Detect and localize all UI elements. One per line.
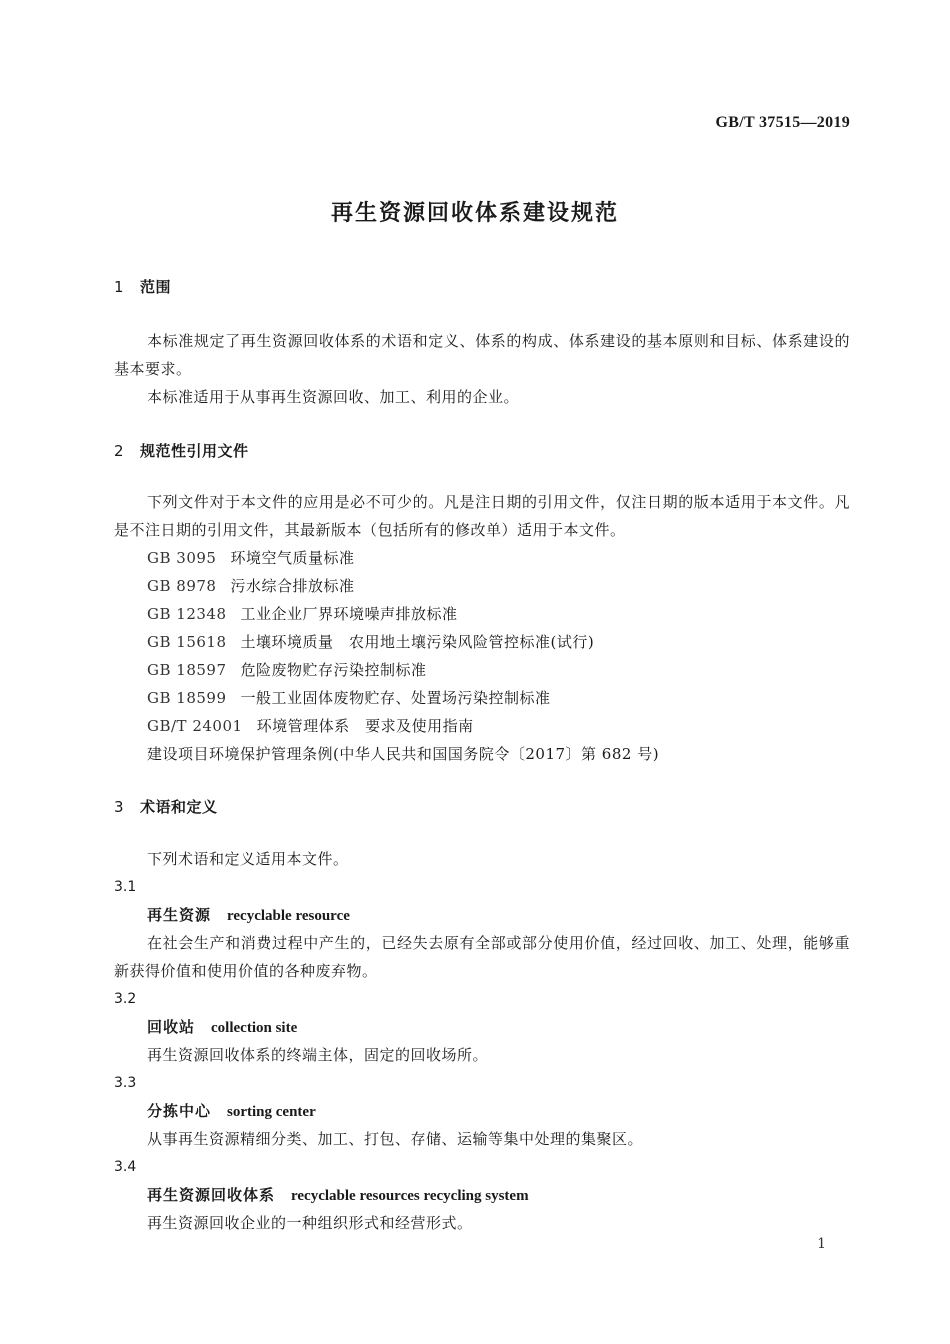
term-number: 3.1 — [114, 879, 137, 895]
reference-item — [147, 628, 594, 656]
reference-code: GB 8978 — [147, 577, 217, 595]
reference-code: GB 3095 — [147, 549, 217, 567]
section-2-heading — [114, 440, 249, 461]
section-title: 范围 — [140, 278, 172, 296]
section-1-heading — [114, 276, 171, 297]
reference-title: 环境空气质量标准 — [230, 549, 355, 567]
term-heading — [147, 1097, 316, 1126]
reference-item-regulation: 建设项目环境保护管理条例(中华人民共和国国务院令〔2017〕第 682 号) — [147, 745, 660, 763]
term-heading — [147, 901, 350, 930]
reference-title: 危险废物贮存污染控制标准 — [240, 661, 427, 679]
reference-title: 一般工业固体废物贮存、处置场污染控制标准 — [240, 689, 551, 707]
reference-title: 工业企业厂界环境噪声排放标准 — [240, 605, 458, 623]
reference-item — [147, 712, 474, 740]
reference-item — [147, 656, 427, 684]
section-title: 术语和定义 — [140, 798, 218, 816]
document-title: 再生资源回收体系建设规范 — [330, 201, 619, 226]
term-english: sorting center — [227, 1104, 316, 1120]
term-english: collection site — [211, 1020, 298, 1036]
reference-code: GB/T 24001 — [147, 717, 243, 735]
reference-code: GB 12348 — [147, 605, 227, 623]
reference-title: 土壤环境质量 农用地土壤污染风险管控标准(试行) — [240, 633, 595, 651]
section-number: 1 — [114, 278, 125, 296]
reference-item — [147, 572, 354, 600]
term-definition: 从事再生资源精细分类、加工、打包、存储、运输等集中处理的集聚区。 — [147, 1130, 644, 1148]
section-number: 3 — [114, 798, 125, 816]
term-english: recyclable resources recycling system — [291, 1188, 529, 1204]
term-heading — [147, 1181, 529, 1210]
page-number: 1 — [817, 1236, 826, 1252]
term-definition: 再生资源回收企业的一种组织形式和经营形式。 — [147, 1214, 473, 1232]
term-definition: 在社会生产和消费过程中产生的，已经失去原有全部或部分使用价值，经过回收、加工、处理，能够重新获得价值和使用价值的各种废弃物。 — [114, 934, 850, 980]
term-chinese: 再生资源 — [147, 906, 212, 924]
section-title: 规范性引用文件 — [140, 442, 249, 460]
term-number: 3.4 — [114, 1159, 137, 1175]
reference-code: GB 18597 — [147, 661, 227, 679]
reference-item — [147, 600, 458, 628]
section-number: 2 — [114, 442, 125, 460]
term-definition: 再生资源回收体系的终端主体，固定的回收场所。 — [147, 1046, 489, 1064]
term-heading — [147, 1013, 297, 1042]
section-1-paragraph-2: 本标准适用于从事再生资源回收、加工、利用的企业。 — [147, 388, 520, 406]
reference-code: GB 15618 — [147, 633, 227, 651]
term-chinese: 分拣中心 — [147, 1102, 212, 1120]
section-3-heading — [114, 796, 218, 817]
reference-code: GB 18599 — [147, 689, 227, 707]
reference-item — [147, 684, 551, 712]
term-chinese: 再生资源回收体系 — [147, 1186, 276, 1204]
reference-title: 污水综合排放标准 — [230, 577, 355, 595]
reference-title: 环境管理体系 要求及使用指南 — [256, 717, 474, 735]
term-chinese: 回收站 — [147, 1018, 196, 1036]
term-number: 3.3 — [114, 1075, 137, 1091]
term-english: recyclable resource — [227, 908, 350, 924]
section-2-intro: 下列文件对于本文件的应用是必不可少的。凡是注日期的引用文件，仅注日期的版本适用于本文件。凡是不注日期的引用文件，其最新版本（包括所有的修改单）适用于本文件。 — [114, 493, 850, 539]
reference-item — [147, 544, 354, 572]
document-code: GB/T 37515—2019 — [715, 114, 850, 131]
section-1-paragraph-1: 本标准规定了再生资源回收体系的术语和定义、体系的构成、体系建设的基本原则和目标、体系建设的基本要求。 — [114, 332, 850, 378]
section-3-intro: 下列术语和定义适用本文件。 — [147, 850, 349, 868]
term-number: 3.2 — [114, 991, 137, 1007]
